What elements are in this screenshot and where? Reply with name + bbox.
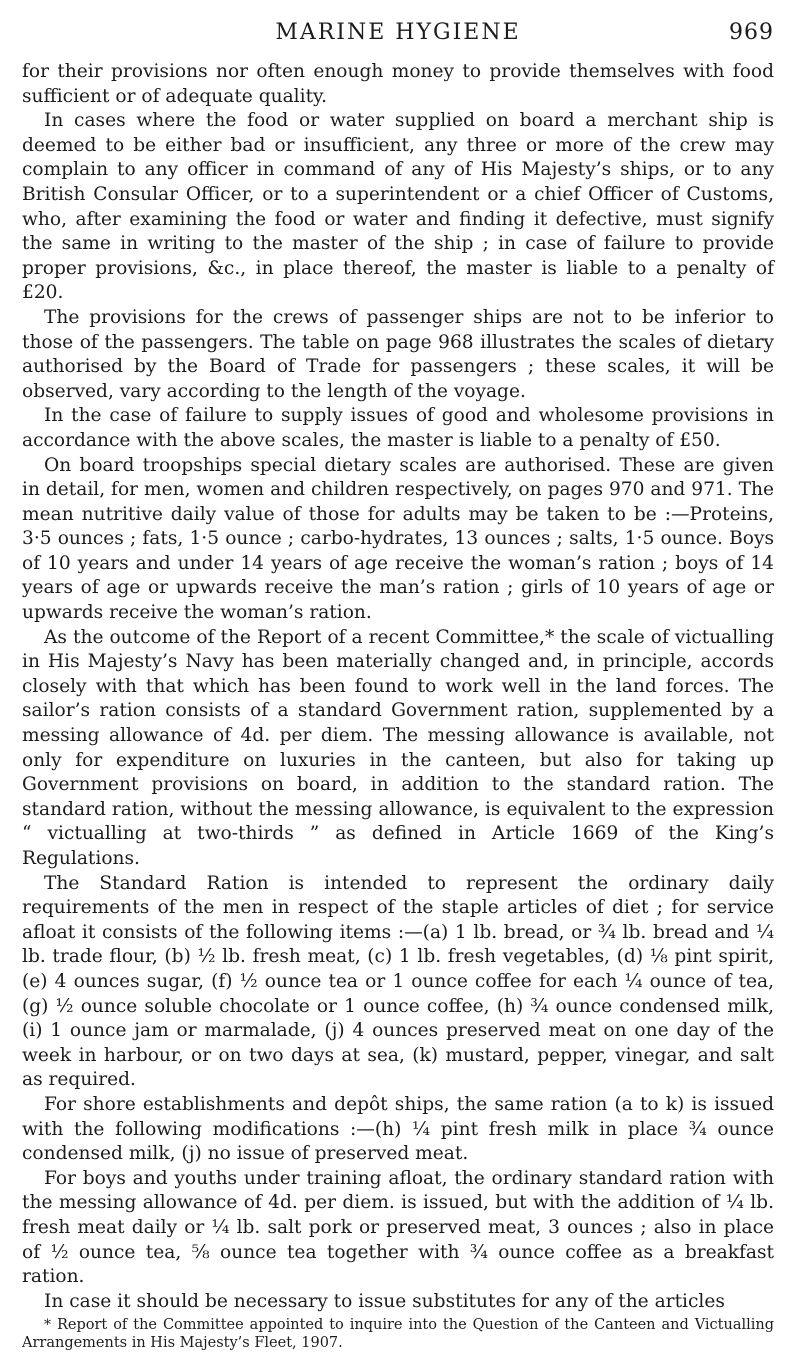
running-header: [22, 0, 774, 60]
page-number: 969: [729, 20, 774, 45]
paragraph-substitutes: In case it should be necessary to issue substitutes for any of the articles: [44, 1290, 725, 1312]
paragraph-passenger-ships: The provisions for the crews of passenger ships are not to be inferior to those of the passengers. The table on page 968 illustrates the scales of dietary authorised by the Board of Trade for passengers ; these scales, it will be observed, vary according to the length of the voyage.: [22, 306, 774, 402]
paragraph-shore-establishments: For shore establishments and depôt ships, the same ration (a to k) is issued with the following modifications :—(h) ¼ pint fresh milk in place ¾ ounce condensed milk, (j) no issue of preserved meat.: [22, 1093, 774, 1165]
paragraph-troopships: On board troopships special dietary scales are authorised. These are given in detail, for men, women and children respectively, on pages 970 and 971. The mean nutritive daily value of those for adults may be taken to be :—Proteins, 3·5 ounces ; fats, 1·5 ounce ; carbo-hydrates, 13 ounces ; salts, 1·5 ounce. Boys of 10 years and under 14 years of age receive the woman’s ration ; boys of 14 years of age or upwards receive the man’s ration ; girls of 10 years of age or upwards receive the woman’s ration.: [22, 454, 774, 624]
paragraph-crew-complaints: In cases where the food or water supplied on board a merchant ship is deemed to be either bad or insufficient, any three or more of the crew may complain to any officer in command of any of His Majesty’s ships, or to any British Consular Officer, or to a superintendent or a chief Officer of Customs, who, after examining the food or water and finding it defective, must signify the same in writing to the master of the ship ; in case of failure to provide proper provisions, &c., in place thereof, the master is liable to a penalty of £20.: [22, 110, 774, 304]
paragraph-boys-youths: For boys and youths under training afloat, the ordinary standard ration with the messing allowance of 4d. per diem. is issued, but with the addition of ¼ lb. fresh meat daily or ¼ lb. salt pork or preserved meat, 3 ounces ; also in place of ½ ounce tea, ⅝ ounce tea together with ¾ ounce coffee as a breakfast ration.: [22, 1167, 774, 1288]
footnote-text: Report of the Committee appointed to inquire into the Question of the Canteen and Victualling Arrangements in His Majesty’s Fleet, 1907.: [22, 1317, 775, 1352]
footnote: [22, 1316, 774, 1352]
running-title: MARINE HYGIENE: [275, 20, 521, 45]
paragraph-continuation: for their provisions nor often enough money to provide themselves with food sufficient or of adequate quality.: [22, 61, 774, 107]
paragraph-navy-victualling: As the outcome of the Report of a recent Committee,* the scale of victualling in His Majesty’s Navy has been materially changed and, in principle, accords closely with that which has been found to work well in the land forces. The sailor’s ration consists of a standard Government ration, supplemented by a messing allowance of 4d. per diem. The messing allowance is available, not only for expenditure on luxuries in the canteen, but also for taking up Government provisions on board, in addition to the standard ration. The standard ration, without the messing allowance, is equivalent to the expression “ victualling at two-thirds ” as defined in Article 1669 of the King’s Regulations.: [22, 626, 774, 869]
paragraph-standard-ration: The Standard Ration is intended to represent the ordinary daily requirements of the men in respect of the staple articles of diet ; for service afloat it consists of the following items :—(a) 1 lb. bread, or ¾ lb. bread and ¼ lb. trade flour, (b) ½ lb. fresh meat, (c) 1 lb. fresh vegetables, (d) ⅛ pint spirit, (e) 4 ounces sugar, (f) ½ ounce tea or 1 ounce coffee for each ¼ ounce of tea, (g) ½ ounce soluble chocolate or 1 ounce coffee, (h) ¾ ounce condensed milk, (i) 1 ounce jam or marmalade, (j) 4 ounces preserved meat on one day of the week in harbour, or on two days at sea, (k) mustard, pepper, vinegar, and salt as required.: [22, 872, 774, 1091]
paragraph-penalty: In the case of failure to supply issues of good and wholesome provisions in accordance with the above scales, the master is liable to a penalty of £50.: [22, 405, 774, 451]
body-text: [22, 60, 774, 1314]
footnote-marker: *: [44, 1317, 51, 1334]
